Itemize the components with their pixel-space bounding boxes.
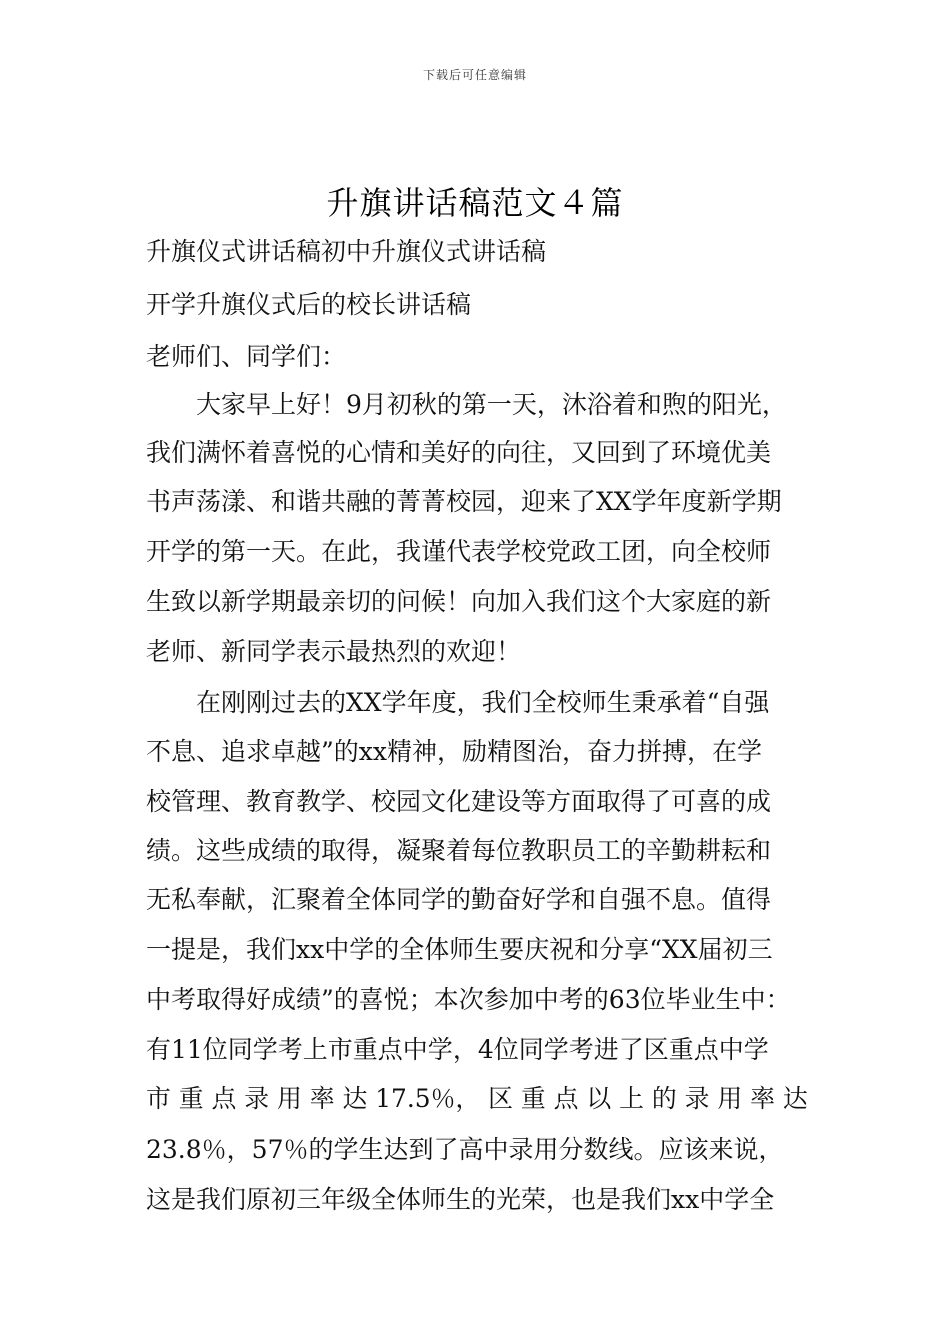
body-line: 不息、追求卓越”的xx精神，励精图治，奋力拼搏，在学	[146, 737, 762, 766]
body-line: 老师、新同学表示最热烈的欢迎！	[146, 637, 522, 666]
body-line: 大家早上好！9月初秋的第一天，沐浴着和煦的阳光，	[146, 390, 787, 419]
body-line: 一提是，我们xx中学的全体师生要庆祝和分享“XX届初三	[146, 935, 773, 964]
salutation-line: 老师们、同学们：	[146, 342, 347, 371]
body-line: 中考取得好成绩”的喜悦；本次参加中考的63位毕业生中：	[146, 985, 791, 1014]
body-line: 生致以新学期最亲切的问候！向加入我们这个大家庭的新	[146, 587, 772, 616]
body-line: 市 重 点 录 用 率 达 17.5％， 区 重 点 以 上 的 录 用 率 达	[146, 1084, 808, 1113]
body-line: 这是我们原初三年级全体师生的光荣，也是我们xx中学全	[146, 1185, 775, 1214]
subtitle-line: 升旗仪式讲话稿初中升旗仪式讲话稿	[146, 237, 547, 266]
body-line: 书声荡漾、和谐共融的菁菁校园，迎来了XX学年度新学期	[146, 487, 782, 516]
body-line: 校管理、教育教学、校园文化建设等方面取得了可喜的成	[146, 787, 772, 816]
subtitle-line: 开学升旗仪式后的校长讲话稿	[146, 290, 472, 319]
body-line: 无私奉献，汇聚着全体同学的勤奋好学和自强不息。值得	[146, 885, 772, 914]
body-line: 有11位同学考上市重点中学，4位同学考进了区重点中学	[146, 1035, 769, 1064]
body-line: 我们满怀着喜悦的心情和美好的向往，又回到了环境优美	[146, 438, 772, 467]
body-line: 开学的第一天。在此，我谨代表学校党政工团，向全校师	[146, 537, 772, 566]
body-line: 在刚刚过去的XX学年度，我们全校师生秉承着“自强	[146, 688, 770, 717]
document-title: 升旗讲话稿范文４篇	[326, 184, 624, 222]
body-line: 绩。这些成绩的取得，凝聚着每位教职员工的辛勤耕耘和	[146, 836, 772, 865]
page-header-note: 下载后可任意编辑	[422, 68, 527, 82]
body-line: 23.8％，57％的学生达到了高中录用分数线。应该来说，	[146, 1135, 784, 1164]
